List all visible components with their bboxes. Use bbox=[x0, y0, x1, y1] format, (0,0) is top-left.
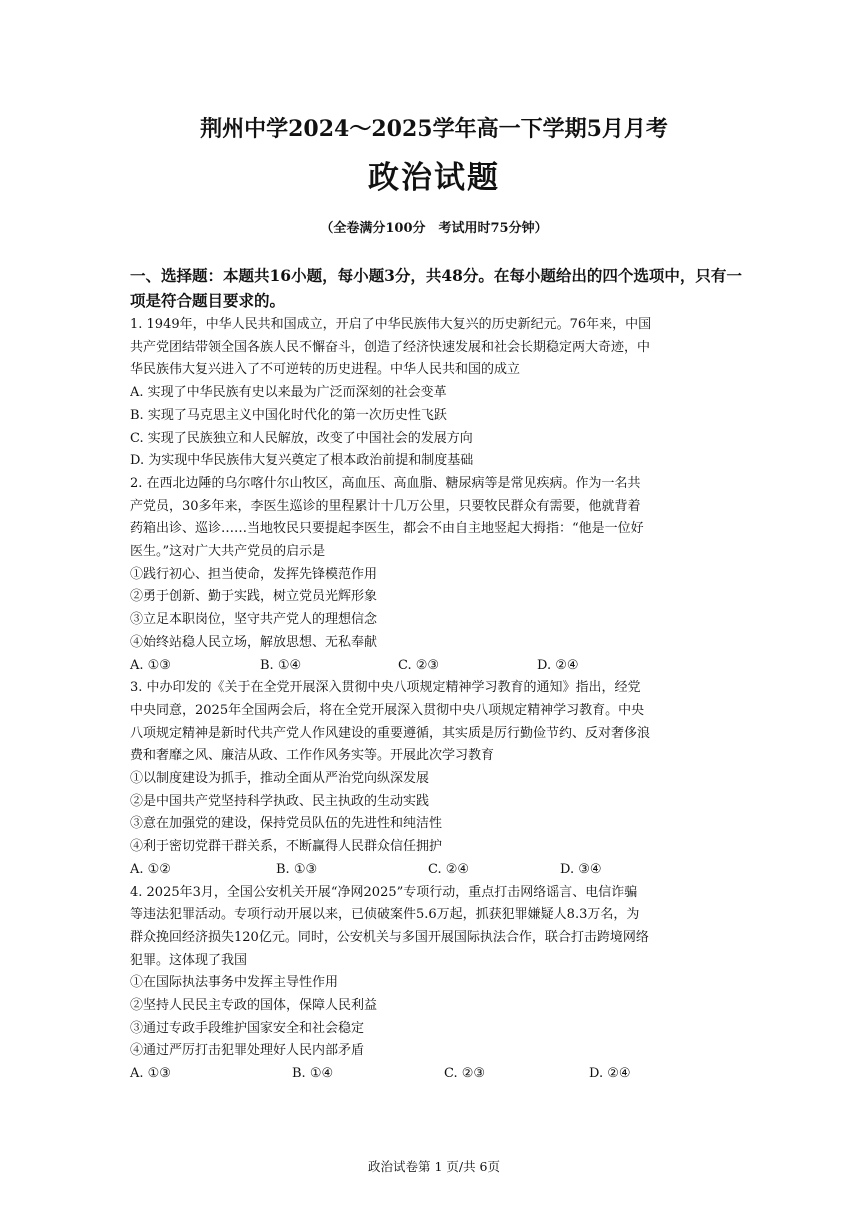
option-b: B. ①④ bbox=[260, 657, 302, 673]
question-stem-line: 等违法犯罪活动。专项行动开展以来，已侦破案件5.6万起，抓获犯罪嫌疑人8.3万名，为 bbox=[130, 907, 640, 923]
option-a: A. ①② bbox=[130, 861, 171, 877]
statement-1: ①践行初心、担当使命，发挥先锋模范作用 bbox=[130, 566, 378, 582]
question-stem-line: 3. 中办印发的《关于在全党开展深入贯彻中央八项规定精神学习教育的通知》指出，经党 bbox=[130, 680, 641, 696]
option-a: A. ①③ bbox=[130, 1066, 171, 1082]
choice-d: D. 为实现中华民族伟大复兴奠定了根本政治前提和制度基础 bbox=[130, 453, 474, 469]
option-d: D. ②④ bbox=[537, 657, 579, 673]
statement-3: ③通过专政手段维护国家安全和社会稳定 bbox=[130, 1020, 365, 1036]
statement-4: ④始终站稳人民立场，解放思想、无私奉献 bbox=[130, 634, 378, 650]
option-d: D. ③④ bbox=[560, 861, 602, 877]
page-footer: 政治试卷第 1 页/共 6页 bbox=[367, 1159, 501, 1174]
question-1 bbox=[130, 314, 750, 473]
statement-3: ③意在加强党的建设，保持党员队伍的先进性和纯洁性 bbox=[130, 816, 443, 832]
option-b: B. ①④ bbox=[292, 1066, 334, 1082]
question-stem-line: 八项规定精神是新时代共产党人作风建设的重要遵循，其实质是厉行勤俭节约、反对奢侈浪 bbox=[130, 725, 651, 741]
choice-c: C. 实现了民族独立和人民解放，改变了中国社会的发展方向 bbox=[130, 430, 473, 446]
option-row bbox=[130, 859, 750, 882]
question-3 bbox=[130, 677, 750, 881]
statement-4: ④通过严厉打击犯罪处理好人民内部矛盾 bbox=[130, 1043, 365, 1059]
question-4 bbox=[130, 882, 750, 1086]
question-stem-line: 1. 1949年，中华人民共和国成立，开启了中华民族伟大复兴的历史新纪元。76年来，中国 bbox=[130, 317, 652, 332]
question-2 bbox=[130, 473, 750, 677]
option-b: B. ①③ bbox=[276, 861, 318, 877]
option-d: D. ②④ bbox=[589, 1066, 631, 1082]
option-row bbox=[130, 655, 750, 678]
subject-title: 政治试题 bbox=[368, 160, 500, 196]
question-stem-line: 产党员，30多年来，李医生巡诊的里程累计十几万公里，只要牧民群众有需要，他就背着 bbox=[130, 498, 641, 514]
exam-title: 荆州中学2024～2025学年高一下学期5月月考 bbox=[200, 116, 668, 142]
option-c: C. ②③ bbox=[398, 657, 440, 673]
statement-3: ③立足本职岗位，坚守共产党人的理想信念 bbox=[130, 612, 378, 628]
choice-b: B. 实现了马克思主义中国化时代化的第一次历史性飞跃 bbox=[130, 407, 447, 423]
exam-note: （全卷满分100分 考试用时75分钟） bbox=[320, 221, 548, 236]
option-c: C. ②③ bbox=[444, 1066, 486, 1082]
question-stem-line: 费和奢靡之风、廉洁从政、工作作风务实等。开展此次学习教育 bbox=[130, 748, 495, 764]
question-stem-line: 群众挽回经济损失120亿元。同时，公安机关与多国开展国际执法合作，联合打击跨境网络 bbox=[130, 929, 649, 945]
question-stem-line: 共产党团结带领全国各族人民不懈奋斗，创造了经济快速发展和社会长期稳定两大奇迹，中 bbox=[130, 339, 651, 355]
question-stem-line: 医生。”这对广大共产党员的启示是 bbox=[130, 544, 326, 560]
question-stem-line: 4. 2025年3月，全国公安机关开展“净网2025”专项行动，重点打击网络谣言、电信诈骗 bbox=[130, 884, 638, 900]
question-stem-line: 中央同意，2025年全国两会后，将在全党开展深入贯彻中央八项规定精神学习教育。中央 bbox=[130, 702, 645, 718]
question-stem-line: 华民族伟大复兴进入了不可逆转的历史进程。中华人民共和国的成立 bbox=[130, 362, 521, 378]
option-a: A. ①③ bbox=[130, 657, 171, 673]
question-stem-line: 药箱出诊、巡诊……当地牧民只要提起李医生，都会不由自主地竖起大拇指：“他是一位好 bbox=[130, 521, 644, 537]
exam-body bbox=[130, 263, 750, 1086]
statement-2: ②勇于创新、勤于实践，树立党员光辉形象 bbox=[130, 589, 378, 605]
statement-1: ①在国际执法事务中发挥主导性作用 bbox=[130, 975, 339, 991]
statement-2: ②坚持人民民主专政的国体，保障人民利益 bbox=[130, 998, 378, 1014]
option-row bbox=[130, 1063, 750, 1086]
option-c: C. ②④ bbox=[428, 861, 470, 877]
choice-a: A. 实现了中华民族有史以来最为广泛而深刻的社会变革 bbox=[130, 385, 447, 401]
question-stem-line: 2. 在西北边陲的乌尔喀什尔山牧区，高血压、高血脂、糖尿病等是常见疾病。作为一名共 bbox=[130, 475, 641, 491]
statement-1: ①以制度建设为抓手，推动全面从严治党向纵深发展 bbox=[130, 771, 430, 787]
statement-4: ④利于密切党群干群关系，不断赢得人民群众信任拥护 bbox=[130, 839, 443, 855]
section-heading: 一、选择题：本题共16小题，每小题3分，共48分。在每小题给出的四个选项中，只有一项是符合题目要求的。 bbox=[130, 266, 742, 310]
question-stem-line: 犯罪。这体现了我国 bbox=[130, 952, 248, 968]
statement-2: ②是中国共产党坚持科学执政、民主执政的生动实践 bbox=[130, 793, 430, 809]
